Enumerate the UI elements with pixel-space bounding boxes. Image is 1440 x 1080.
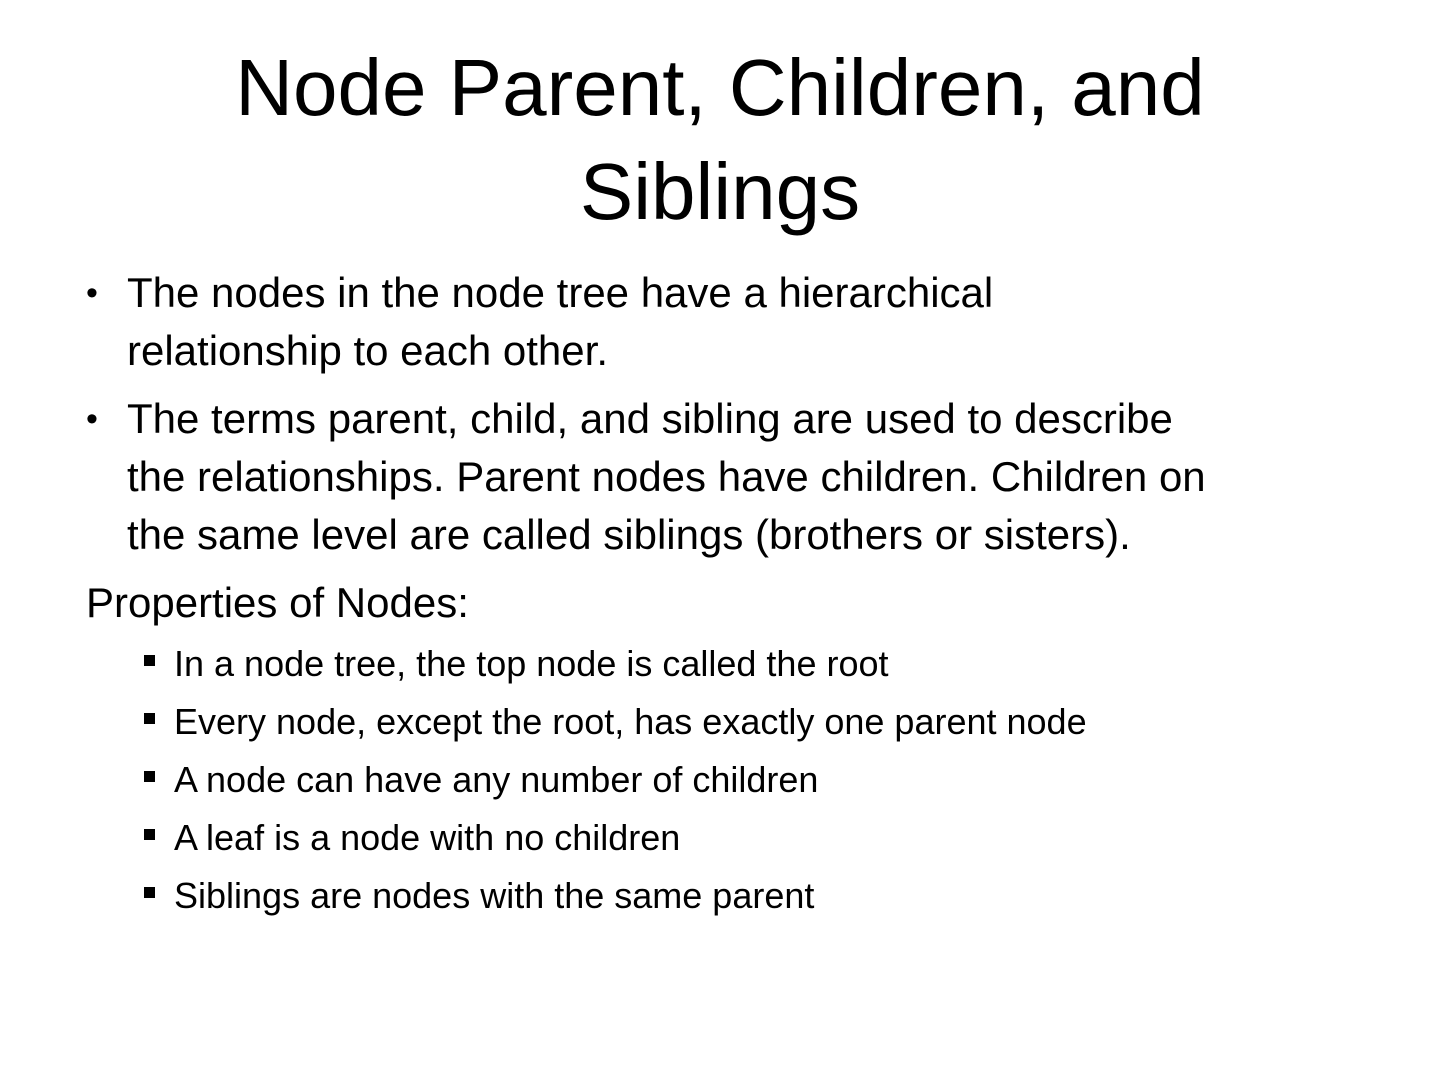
slide-title-line-1: Node Parent, Children, and xyxy=(235,43,1205,132)
square-bullet-icon xyxy=(144,887,155,898)
property-text: Siblings are nodes with the same parent xyxy=(174,875,815,916)
bullet-dot-icon: • xyxy=(86,400,98,438)
bullet-line: The terms parent, child, and sibling are used to describe xyxy=(127,395,1173,442)
property-text: Every node, except the root, has exactly one parent node xyxy=(174,701,1087,742)
property-text: A node can have any number of children xyxy=(174,759,819,800)
property-item xyxy=(142,812,1376,864)
property-item xyxy=(142,754,1376,806)
bullet-line: The nodes in the node tree have a hierarchical xyxy=(127,269,994,316)
property-item xyxy=(142,870,1376,922)
square-bullet-icon xyxy=(144,655,155,666)
slide-title xyxy=(80,36,1360,244)
slide-body xyxy=(86,264,1376,928)
slide-title-line-2: Siblings xyxy=(579,147,861,236)
property-item xyxy=(142,696,1376,748)
square-bullet-icon xyxy=(144,713,155,724)
property-text: In a node tree, the top node is called the root xyxy=(174,643,889,684)
bullet-line: relationship to each other. xyxy=(127,327,608,374)
bullet-item xyxy=(86,390,1376,564)
square-bullet-icon xyxy=(144,829,155,840)
square-bullet-icon xyxy=(144,771,155,782)
bullet-line: the same level are called siblings (brothers or sisters). xyxy=(127,511,1131,558)
bullet-item xyxy=(86,264,1376,380)
bullet-dot-icon: • xyxy=(86,274,98,312)
property-text: A leaf is a node with no children xyxy=(174,817,681,858)
bullet-line: the relationships. Parent nodes have children. Children on xyxy=(127,453,1206,500)
property-item xyxy=(142,638,1376,690)
properties-heading: Properties of Nodes: xyxy=(86,579,469,626)
